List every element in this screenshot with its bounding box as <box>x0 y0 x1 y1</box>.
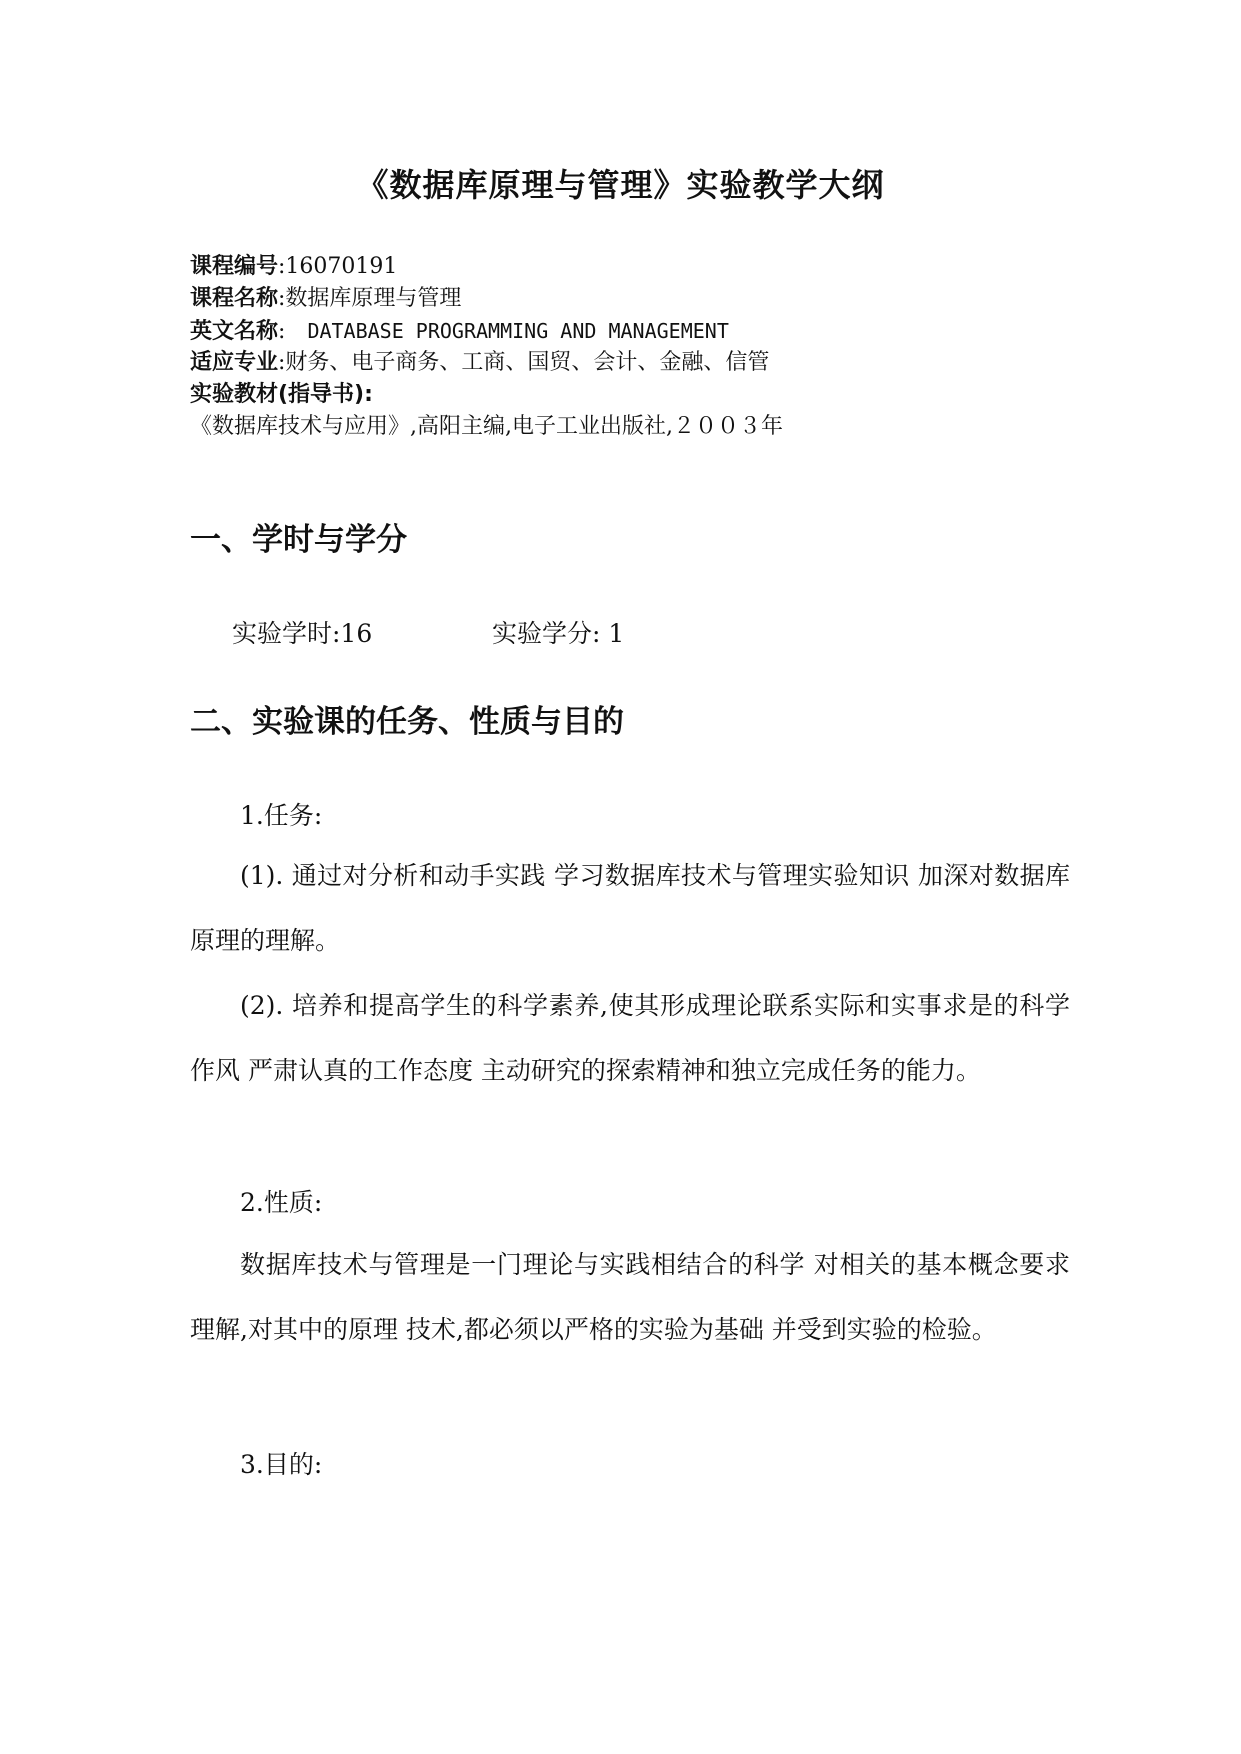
course-code-label: 课程编号 <box>190 254 279 279</box>
course-name-value: :数据库原理与管理 <box>278 286 462 311</box>
nature-text: 数据库技术与管理是一门理论与实践相结合的科学 对相关的基本概念要求理解,对其中的原理 技术,都必须以严格的实验为基础 并受到实验的检验。 <box>190 1250 1070 1344</box>
task-item-2: (2). 培养和提高学生的科学素养,使其形成理论联系实际和实事求是的科学作风 严肃认真的工作态度 主动研究的探索精神和独立完成任务的能力。 <box>190 991 1070 1085</box>
section2-heading: 二、实验课的任务、性质与目的 <box>190 704 624 740</box>
purpose-label: 3.目的: <box>240 1450 323 1479</box>
course-name-label: 课程名称 <box>190 286 279 311</box>
nature-label: 2.性质: <box>240 1188 323 1217</box>
lab-credits: 实验学分: 1 <box>492 619 625 648</box>
english-name-colon: : <box>278 319 286 344</box>
document-title: 《数据库原理与管理》实验教学大纲 <box>356 166 885 204</box>
majors-line <box>190 348 769 378</box>
textbook-value: 《数据库技术与应用》,高阳主编,电子工业出版社,２００３年 <box>190 414 783 439</box>
majors-value: :财务、电子商务、工商、国贸、会计、金融、信管 <box>278 350 770 375</box>
textbook-label: 实验教材(指导书): <box>190 382 373 407</box>
english-name-label: 英文名称 <box>190 319 279 344</box>
english-name-line <box>190 316 729 347</box>
textbook-label-line <box>190 380 373 410</box>
lab-hours: 实验学时:16 <box>232 619 373 648</box>
english-name-value: DATABASE PROGRAMMING AND MANAGEMENT <box>307 319 729 343</box>
course-code-value: :16070191 <box>278 254 398 279</box>
textbook-value-line <box>190 412 783 442</box>
course-name-line <box>190 284 461 314</box>
task-label: 1.任务: <box>240 801 323 830</box>
task-item-1: (1). 通过对分析和动手实践 学习数据库技术与管理实验知识 加深对数据库原理的理解。 <box>190 861 1070 955</box>
majors-label: 适应专业 <box>190 350 279 375</box>
section1-heading: 一、学时与学分 <box>190 522 407 558</box>
course-code-line <box>190 252 397 282</box>
